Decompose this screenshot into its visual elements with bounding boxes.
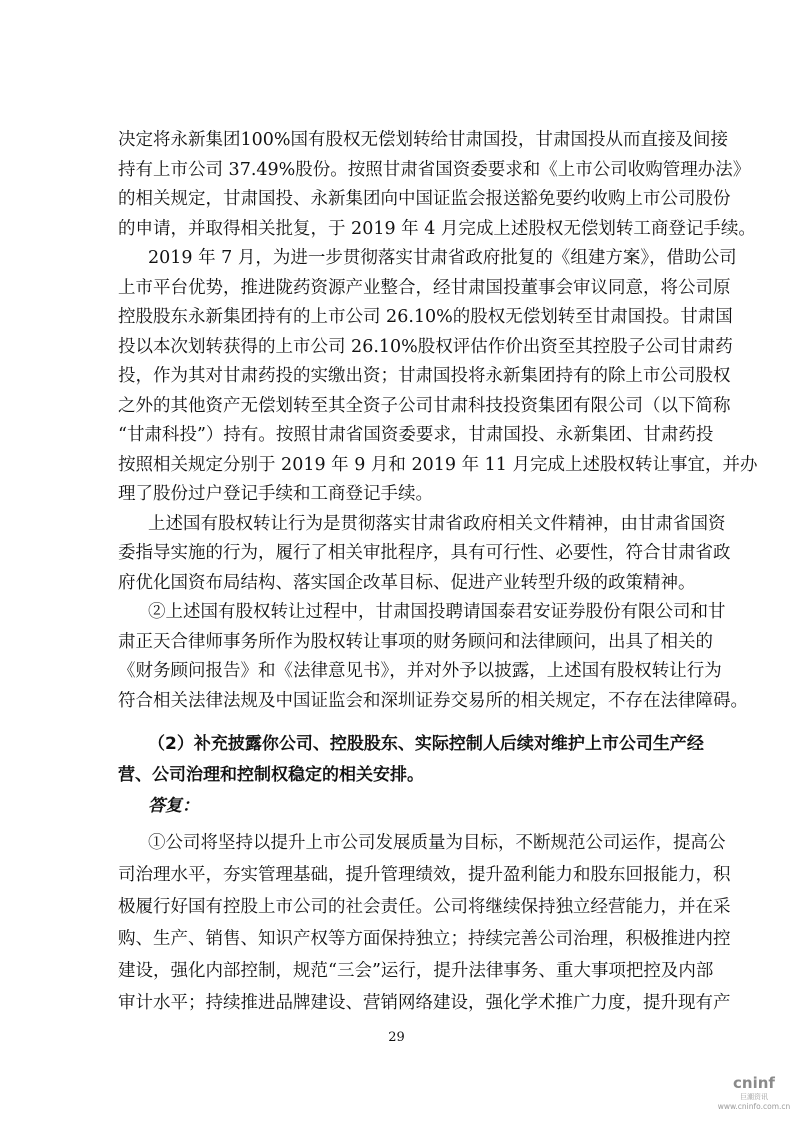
text-line: 司治理水平，夯实管理基础，提升管理绩效，提升盈利能力和股东回报能力，积 — [118, 865, 731, 885]
text-line: 审计水平；持续推进品牌建设、营销网络建设，强化学术推广力度，提升现有产 — [118, 993, 731, 1013]
text-line: 购、生产、销售、知识产权等方面保持独立；持续完善公司治理，积极推进内控 — [118, 929, 731, 949]
text-line: 之外的其他资产无偿划转至其全资子公司甘肃科技投资集团有限公司（以下简称 — [118, 395, 731, 416]
text-line: ②上述国有股权转让过程中，甘肃国投聘请国泰君安证券股份有限公司和甘 — [148, 602, 726, 622]
paragraph-2 — [118, 244, 758, 510]
paragraph-4 — [118, 598, 748, 716]
text-line: 持有上市公司 37.49%股份。按照甘肃省国资委要求和《上市公司收购管理办法》 — [118, 159, 751, 180]
text-line: 府优化国资布局结构、落实国企改革目标、促进产业转型升级的政策精神。 — [118, 572, 696, 593]
page-number: 29 — [388, 1030, 405, 1045]
text-line: 投，作为其对甘肃药投的实缴出资；甘肃国投将永新集团持有的除上市公司股权 — [118, 366, 731, 386]
text-line: 决定将永新集团100%国有股权无偿划转给甘肃国投，甘肃国投从而直接及间接 — [118, 130, 729, 150]
text-line: 上述国有股权转让行为是贯彻落实甘肃省政府相关文件精神，由甘肃省国资 — [148, 513, 726, 534]
text-line: （2）补充披露你公司、控股股东、实际控制人后续对维护上市公司生产经 — [148, 734, 704, 754]
text-line: 《财务顾问报告》和《法律意见书》，并对外予以披露，上述国有股权转让行为 — [118, 661, 722, 681]
text-line: 的相关规定，甘肃国投、永新集团向中国证监会报送豁免要约收购上市公司股份 — [118, 189, 731, 209]
text-line: 营、公司治理和控制权稳定的相关安排。 — [118, 765, 424, 785]
text-line: 极履行好国有控股上市公司的社会责任。公司将继续保持独立经营能力，并在采 — [118, 897, 731, 917]
text-line: 2019 年 7 月，为进一步贯彻落实甘肃省政府批复的《组建方案》，借助公司 — [148, 248, 737, 268]
logo-url: www.cninfo.com.cn — [717, 1102, 791, 1111]
text-line: ①公司将坚持以提升上市公司发展质量为目标，不断规范公司运作，提高公 — [148, 833, 726, 853]
text-line: “甘肃科投”）持有。按照甘肃省国资委要求，甘肃国投、永新集团、甘肃药投 — [118, 425, 714, 445]
text-line: 上市平台优势，推进陇药资源产业整合，经甘肃国投董事会审议同意，将公司原 — [118, 277, 731, 298]
cninfo-watermark-logo — [715, 1074, 793, 1112]
text-line: 控股股东永新集团持有的上市公司 26.10%的股权无偿划转至甘肃国投。甘肃国 — [118, 307, 733, 327]
text-line: 的申请，并取得相关批复，于 2019 年 4 月完成上述股权无偿划转工商登记手续。 — [118, 218, 756, 239]
text-line: 按照相关规定分别于 2019 年 9 月和 2019 年 11 月完成上述股权转让事宜，并办 — [118, 454, 758, 475]
text-line: 投以本次划转获得的上市公司 26.10%股权评估作价出资至其控股子公司甘肃药 — [118, 336, 733, 357]
answer-label: 答复： — [148, 796, 199, 816]
logo-brand: cninf — [733, 1074, 775, 1092]
paragraph-3 — [118, 510, 731, 599]
text-line: 委指导实施的行为，履行了相关审批程序，具有可行性、必要性，符合甘肃省政 — [118, 543, 731, 563]
question-heading — [118, 729, 704, 791]
text-line: 符合相关法律法规及中国证监会和深圳证券交易所的相关规定，不存在法律障碍。 — [118, 690, 748, 711]
text-line: 肃正天合律师事务所作为股权转让事项的财务顾问和法律顾问，出具了相关的 — [118, 631, 713, 652]
text-line: 建设，强化内部控制，规范“三会”运行，提升法律事务、重大事项把控及内部 — [118, 961, 714, 981]
document-body — [118, 126, 758, 1019]
paragraph-5 — [118, 827, 731, 1019]
paragraph-1 — [118, 126, 756, 244]
text-line: 理了股份过户登记手续和工商登记手续。 — [118, 484, 433, 504]
logo-subtitle: 巨潮资讯 — [740, 1093, 768, 1101]
